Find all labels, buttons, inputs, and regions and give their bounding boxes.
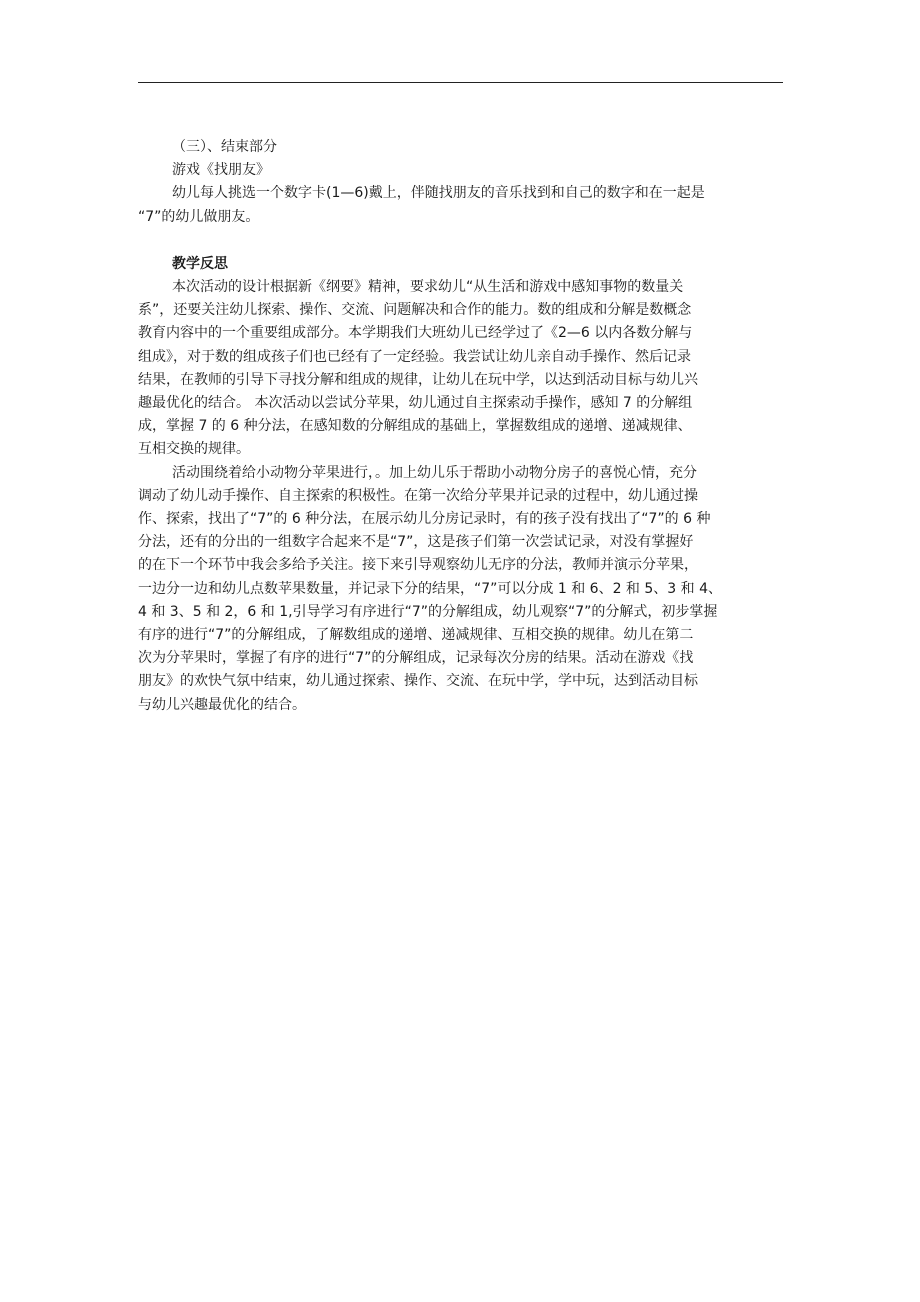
game-title: 游戏《找朋友》 — [172, 162, 270, 179]
paragraph-1-line: 组成》，对于数的组成孩子们也已经有了一定经验。我尝试让幼儿亲自动手操作、然后记录 — [138, 348, 691, 365]
paragraph-gap — [138, 229, 786, 253]
header-rule — [138, 82, 783, 83]
paragraph-1-line: 本次活动的设计根据新《纲要》精神，要求幼儿“从生活和游戏中感知事物的数量关 — [172, 279, 684, 296]
reflection-heading: 教学反思 — [172, 255, 228, 272]
paragraph-2-line: 有序的进行“7”的分解组成，了解数组成的递增、递减规律、互相交换的规律。幼儿在第二 — [138, 627, 694, 644]
paragraph-2-line: 朋友》的欢快气氛中结束，幼儿通过探索、操作、交流、在玩中学，学中玩，达到活动目标 — [138, 673, 698, 690]
paragraph-2-line: 活动围绕着给小动物分苹果进行，。加上幼儿乐于帮助小动物分房子的喜悦心情，充分 — [172, 464, 697, 481]
section-heading: （三）、结束部分 — [172, 139, 277, 155]
paragraph-2-line: 调动了幼儿动手操作、自主探索的积极性。在第一次给分苹果并记录的过程中，幼儿通过操 — [138, 487, 698, 504]
document-body — [138, 136, 786, 717]
paragraph-2-line: 一边分一边和幼儿点数苹果数量，并记录下分的结果，“7”可以分成 1 和 6、2 和 5、3 和 4、 — [138, 580, 723, 597]
paragraph-1-line: 成，掌握 7 的 6 种分法，在感知数的分解组成的基础上，掌握数组成的递增、递减规律、 — [138, 418, 692, 435]
paragraph-1-line: 教育内容中的一个重要组成部分。本学期我们大班幼儿已经学过了《2—6 以内各数分解与 — [138, 325, 693, 342]
paragraph-2-line: 作、探索，找出了“7”的 6 种分法，在展示幼儿分房记录时，有的孩子没有找出了“7”的 6 种 — [138, 511, 711, 528]
paragraph-1-line: 互相交换的规律。 — [138, 441, 250, 458]
paragraph-2-line: 的在下一个环节中我会多给予关注。接下来引导观察幼儿无序的分法，教师并演示分苹果， — [138, 557, 698, 574]
paragraph-2-line: 与幼儿兴趣最优化的结合。 — [138, 696, 306, 713]
paragraph-2-line: 次为分苹果时，掌握了有序的进行“7”的分解组成，记录每次分房的结果。活动在游戏《找 — [138, 650, 694, 667]
paragraph-1-line: 结果，在教师的引导下寻找分解和组成的规律，让幼儿在玩中学，以达到活动目标与幼儿兴 — [138, 371, 698, 388]
paragraph-1-line: 系”，还要关注幼儿探索、操作、交流、问题解决和合作的能力。数的组成和分解是数概念 — [138, 302, 692, 319]
game-description-line: 幼儿每人挑选一个数字卡(1—6)戴上，伴随找朋友的音乐找到和自己的数字和在一起是 — [172, 185, 705, 202]
paragraph-2-line: 4 和 3、5 和 2，6 和 1,引导学习有序进行“7”的分解组成，幼儿观察“7”的分解式，初步掌握 — [138, 603, 718, 620]
game-description-line: “7”的幼儿做朋友。 — [138, 208, 260, 225]
paragraph-1-line: 趣最优化的结合。 本次活动以尝试分苹果，幼儿通过自主探索动手操作，感知 7 的分解组 — [138, 395, 693, 412]
paragraph-2-line: 分法，还有的分出的一组数字合起来不是“7”，这是孩子们第一次尝试记录，对没有掌握好 — [138, 534, 694, 551]
